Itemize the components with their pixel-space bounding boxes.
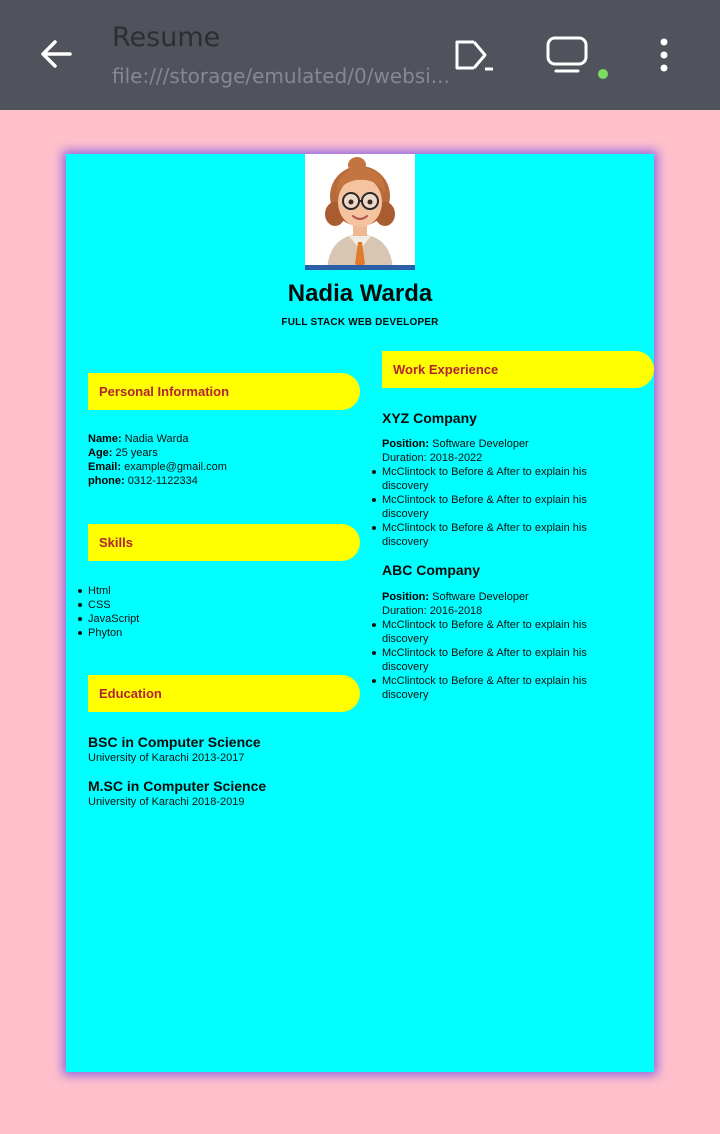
page-url[interactable]: file:///storage/emulated/0/websi... [112, 64, 450, 88]
browser-toolbar [0, 0, 720, 110]
list-item: McClintock to Before & After to explain his discovery [382, 646, 612, 674]
section-title: Work Experience [393, 362, 499, 377]
resume-name: Nadia Warda [287, 280, 433, 307]
page-title: Resume [112, 22, 221, 53]
list-item: JavaScript [88, 613, 140, 625]
list-item: McClintock to Before & After to explain his discovery [382, 674, 612, 702]
job-duration: Duration: 2018-2022 [382, 452, 483, 464]
back-button[interactable] [30, 30, 82, 78]
list-item: Phyton [88, 626, 139, 640]
section-personal-information [88, 373, 360, 410]
more-options-icon [658, 37, 670, 73]
desktop-mode-icon [544, 34, 590, 76]
open-in-browser-button[interactable] [446, 30, 498, 80]
section-skills [88, 524, 360, 561]
company-name: XYZ Company [382, 410, 477, 426]
skills-list [88, 584, 139, 640]
profile-photo [305, 154, 415, 270]
education-school: University of Karachi 2018-2019 [88, 796, 245, 808]
job-position: Position: Software Developer [382, 438, 529, 450]
section-title: Education [99, 686, 162, 701]
list-item: McClintock to Before & After to explain his discovery [382, 465, 612, 493]
personal-email: Email: example@gmail.com [88, 461, 227, 473]
job-bullets [382, 465, 612, 549]
resume-sheet [66, 154, 654, 1072]
more-options-button[interactable] [638, 30, 690, 80]
education-degree: M.SC in Computer Science [88, 778, 267, 794]
list-item: Html [88, 584, 139, 598]
list-item: McClintock to Before & After to explain his discovery [382, 618, 612, 646]
company-name: ABC Company [382, 562, 481, 578]
resume-role: FULL STACK WEB DEVELOPER [281, 317, 439, 328]
section-title: Personal Information [99, 384, 230, 399]
education-degree: BSC in Computer Science [88, 734, 261, 750]
job-bullets [382, 618, 612, 702]
list-item: McClintock to Before & After to explain his discovery [382, 493, 612, 521]
list-item: McClintock to Before & After to explain his discovery [382, 521, 612, 549]
personal-phone: phone: 0312-1122334 [88, 475, 198, 487]
list-item: CSS [88, 598, 139, 612]
personal-age: Age: 25 years [88, 447, 158, 459]
back-arrow-icon [38, 36, 74, 72]
job-duration: Duration: 2016-2018 [382, 605, 483, 617]
status-dot [598, 69, 608, 79]
job-position: Position: Software Developer [382, 591, 529, 603]
desktop-mode-button[interactable] [541, 30, 593, 80]
section-title: Skills [99, 535, 133, 550]
education-school: University of Karachi 2013-2017 [88, 752, 245, 764]
section-work-experience [382, 351, 654, 388]
section-education [88, 675, 360, 712]
open-in-browser-icon [449, 35, 495, 75]
personal-name: Name: Nadia Warda [88, 433, 189, 445]
